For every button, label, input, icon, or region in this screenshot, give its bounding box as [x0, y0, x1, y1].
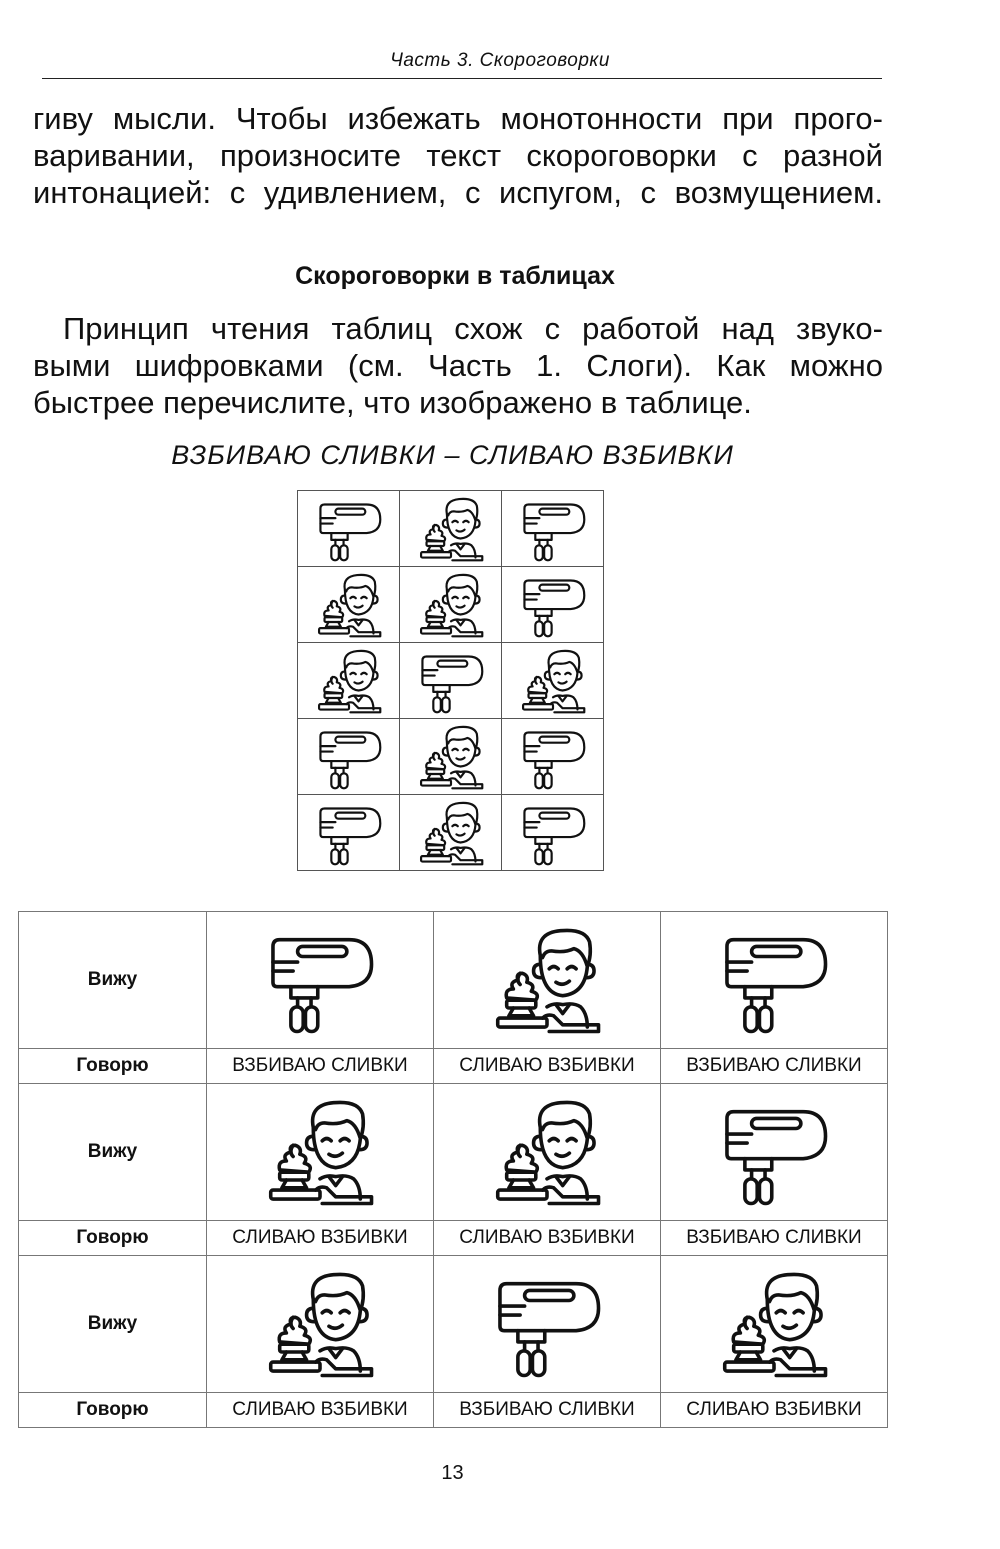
grid-cell [400, 491, 502, 567]
grid-row [298, 643, 604, 719]
intro-line: варивании, произносите текст скороговорки с разной [33, 138, 883, 173]
tongue-twister-title: ВЗБИВАЮ СЛИВКИ – СЛИВАЮ ВЗБИВКИ [171, 440, 734, 470]
section-line: Принцип чтения таблиц схож с работой над звуко- [63, 311, 883, 346]
boy-with-cream-icon [264, 1096, 376, 1208]
header-rule [42, 78, 882, 79]
grid-cell [502, 795, 604, 871]
boy-with-cream-icon [718, 1268, 830, 1380]
picture-cell [207, 912, 434, 1049]
picture-cell [661, 1084, 888, 1221]
mixer-icon [519, 799, 587, 867]
grid-row [298, 567, 604, 643]
grid-cell [298, 719, 400, 795]
boy-with-cream-icon [417, 723, 485, 791]
say-label: Говорю [19, 1049, 207, 1084]
picture-cell [434, 1084, 661, 1221]
boy-with-cream-icon [264, 1268, 376, 1380]
answer-cell: СЛИВАЮ ВЗБИВКИ [434, 1221, 661, 1256]
grid-cell [298, 567, 400, 643]
boy-with-cream-icon [491, 1096, 603, 1208]
answer-cell: СЛИВАЮ ВЗБИВКИ [207, 1393, 434, 1428]
section-line: выми шифровками (см. Часть 1. Слоги). Как можно [33, 348, 883, 383]
grid-cell [502, 567, 604, 643]
grid-cell [502, 491, 604, 567]
answer-table [18, 911, 888, 1428]
mixer-icon [264, 924, 376, 1036]
see-row [19, 912, 888, 1049]
answer-cell: СЛИВАЮ ВЗБИВКИ [434, 1049, 661, 1084]
grid-cell [400, 643, 502, 719]
grid-cell [298, 643, 400, 719]
picture-cell [661, 1256, 888, 1393]
grid-row [298, 795, 604, 871]
mixer-icon [718, 1096, 830, 1208]
intro-line: гиву мысли. Чтобы избежать монотонности при прого- [33, 101, 883, 136]
running-head: Часть 3. Скороговорки [390, 50, 610, 71]
boy-with-cream-icon [417, 495, 485, 563]
boy-with-cream-icon [417, 799, 485, 867]
grid-cell [502, 719, 604, 795]
say-row [19, 1049, 888, 1084]
boy-with-cream-icon [315, 647, 383, 715]
intro-paragraph [33, 100, 883, 211]
section-heading: Скороговорки в таблицах [295, 262, 615, 290]
answer-cell: СЛИВАЮ ВЗБИВКИ [661, 1393, 888, 1428]
see-row [19, 1084, 888, 1221]
picture-cell [207, 1256, 434, 1393]
see-label: Вижу [19, 912, 207, 1049]
picture-grid [297, 490, 604, 871]
grid-row [298, 719, 604, 795]
picture-cell [434, 1256, 661, 1393]
grid-cell [502, 643, 604, 719]
picture-cell [661, 912, 888, 1049]
see-row [19, 1256, 888, 1393]
section-line: быстрее перечислите, что изображено в таблице. [33, 385, 752, 420]
grid-cell [400, 719, 502, 795]
mixer-icon [519, 495, 587, 563]
mixer-icon [519, 571, 587, 639]
see-label: Вижу [19, 1084, 207, 1221]
answer-cell: ВЗБИВАЮ СЛИВКИ [661, 1221, 888, 1256]
boy-with-cream-icon [417, 571, 485, 639]
section-paragraph [33, 310, 883, 421]
grid-cell [298, 795, 400, 871]
answer-cell: ВЗБИВАЮ СЛИВКИ [661, 1049, 888, 1084]
mixer-icon [315, 799, 383, 867]
grid-cell [298, 491, 400, 567]
page-number: 13 [441, 1462, 464, 1484]
grid-row [298, 491, 604, 567]
answer-cell: ВЗБИВАЮ СЛИВКИ [434, 1393, 661, 1428]
picture-cell [207, 1084, 434, 1221]
see-label: Вижу [19, 1256, 207, 1393]
say-row [19, 1221, 888, 1256]
boy-with-cream-icon [315, 571, 383, 639]
mixer-icon [417, 647, 485, 715]
mixer-icon [315, 495, 383, 563]
mixer-icon [519, 723, 587, 791]
say-label: Говорю [19, 1221, 207, 1256]
mixer-icon [718, 924, 830, 1036]
grid-cell [400, 567, 502, 643]
picture-cell [434, 912, 661, 1049]
intro-line: интонацией: с удивлением, с испугом, с возмущением. [33, 175, 883, 210]
say-label: Говорю [19, 1393, 207, 1428]
mixer-icon [491, 1268, 603, 1380]
boy-with-cream-icon [519, 647, 587, 715]
boy-with-cream-icon [491, 924, 603, 1036]
say-row [19, 1393, 888, 1428]
answer-cell: СЛИВАЮ ВЗБИВКИ [207, 1221, 434, 1256]
mixer-icon [315, 723, 383, 791]
grid-cell [400, 795, 502, 871]
answer-cell: ВЗБИВАЮ СЛИВКИ [207, 1049, 434, 1084]
